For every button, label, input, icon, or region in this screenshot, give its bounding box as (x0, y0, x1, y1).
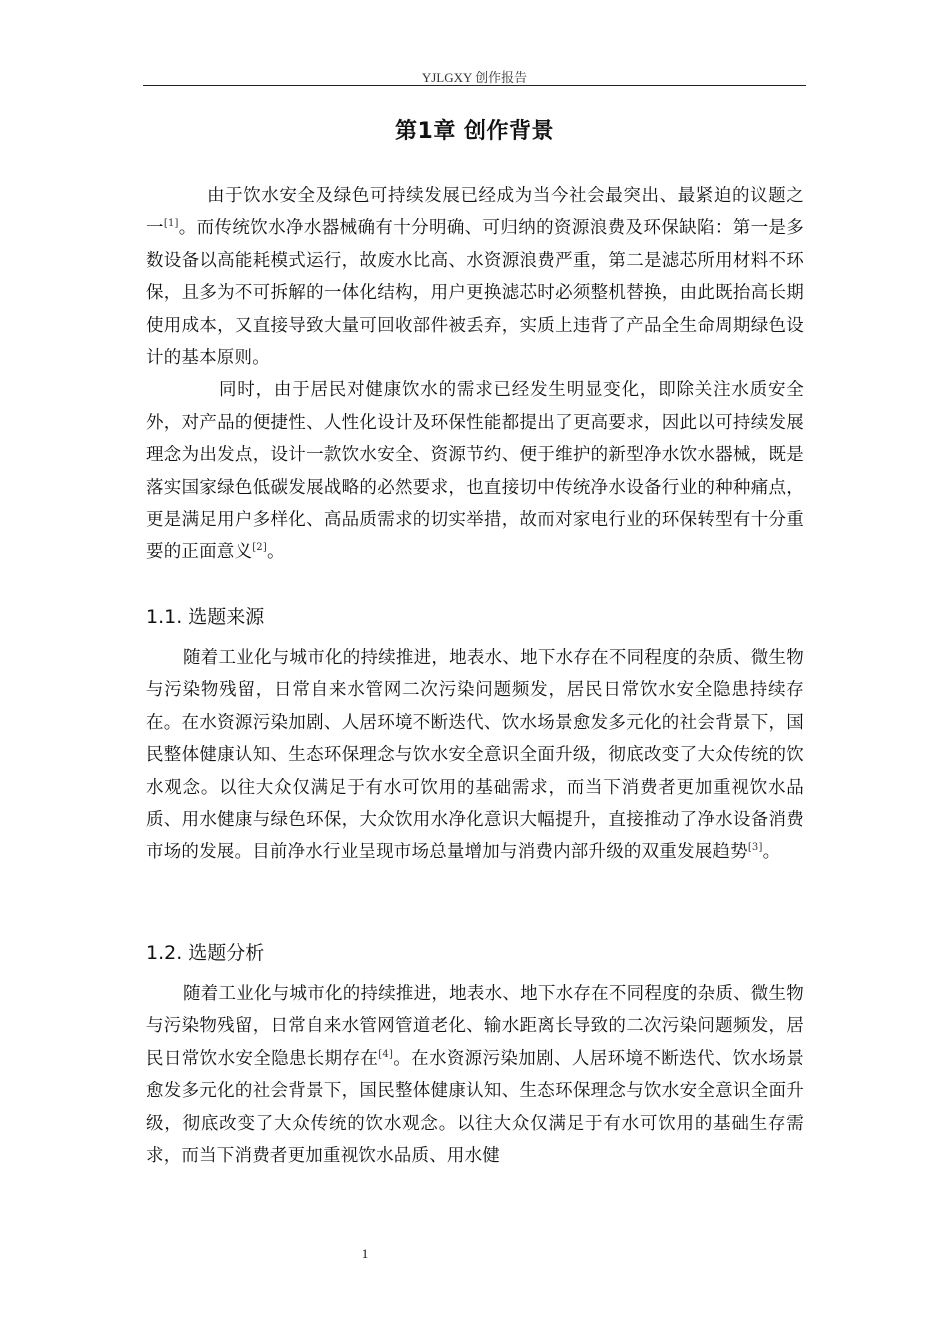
section-number: 1.1. (146, 606, 183, 628)
intro-paragraph-1 (146, 180, 804, 374)
paragraph-text: 随着工业化与城市化的持续推进，地表水、地下水存在不同程度的杂质、微生物与污染物残留，日常自来水管网二次污染问题频发，居民日常饮水安全隐患持续存在。在水资源污染加剧、人居环境不断迭代、饮水场景愈发多元化的社会背景下，国民整体健康认知、生态环保理念与饮水安全意识全面升级，彻底改变了大众传统的饮水观念。以往大众仅满足于有水可饮用的基础需求，而当下消费者更加重视饮水品质、用水健康与绿色环保，大众饮用水净化意识大幅提升，直接推动了净水设备消费市场的发展。目前净水行业呈现市场总量增加与消费内部升级的双重发展趋势 (146, 648, 804, 863)
citation-ref: [2] (252, 542, 267, 554)
citation-ref: [3] (747, 842, 763, 854)
citation-ref: [4] (378, 1048, 394, 1060)
paragraph-text: 随着工业化与城市化的持续推进，地表水、地下水存在不同程度的杂质、微生物与污染物残留，日常自来水管网管道老化、输水距离长导致的二次污染问题频发，居民日常饮水安全隐患长期存在 (146, 984, 804, 1069)
intro-paragraph-2 (146, 374, 804, 568)
citation-ref: [1] (163, 218, 179, 230)
paragraph-text: 。而传统饮水净水器械确有十分明确、可归纳的资源浪费及环保缺陷：第一是多数设备以高能耗模式运行，故废水比高、水资源浪费严重，第二是滤芯所用材料不环保，且多为不可拆解的一体化结构，用户更换滤芯时必须整机替换，由此既抬高长期使用成本，又直接导致大量可回收部件被丢弃，实质上违背了产品全生命周期绿色设计的基本原则。 (146, 218, 805, 369)
header-rule (143, 85, 806, 86)
paragraph-text: 。 (762, 842, 781, 863)
running-header: YJLGXY 创作报告 (421, 70, 528, 85)
paragraph-text: 同时，由于居民对健康饮水的需求已经发生明显变化，即除关注水质安全外，对产品的便捷性、人性化设计及环保性能都提出了更高要求，因此以可持续发展理念为出发点，设计一款饮水安全、资源节约、便于维护的新型净水饮水器械，既是落实国家绿色低碳发展战略的必然要求，也直接切中传统净水设备行业的种种痛点，更是满足用户多样化、高品质需求的切实举措，故而对家电行业的环保转型有十分重要的正面意义 (146, 380, 804, 563)
section-title: 选题分析 (188, 942, 265, 964)
paragraph-text: 。在水资源污染加剧、人居环境不断迭代、饮水场景愈发多元化的社会背景下，国民整体健康认知、生态环保理念与饮水安全意识全面升级，彻底改变了大众传统的饮水观念。以往大众仅满足于有水可饮用的基础生存需求，而当下消费者更加重视饮水品质、用水健 (146, 1048, 804, 1167)
section-number: 1.2. (146, 942, 183, 964)
section-1-2-body (146, 978, 804, 1172)
section-heading-1-2 (146, 938, 264, 965)
section-title: 选题来源 (188, 606, 265, 628)
section-1-1-paragraph (146, 642, 804, 869)
section-1-2-paragraph (146, 978, 804, 1172)
section-1-1-body (146, 642, 804, 869)
intro-section (146, 180, 804, 569)
paragraph-text: 由于饮水安全及绿色可持续发展已经成为当今社会最突出、最紧迫的议题之一 (146, 186, 804, 239)
chapter-title: 第1章 创作背景 (395, 119, 554, 144)
page-number: 1 (361, 1246, 369, 1261)
paragraph-text: 。 (266, 542, 285, 563)
section-heading-1-1 (146, 602, 264, 629)
